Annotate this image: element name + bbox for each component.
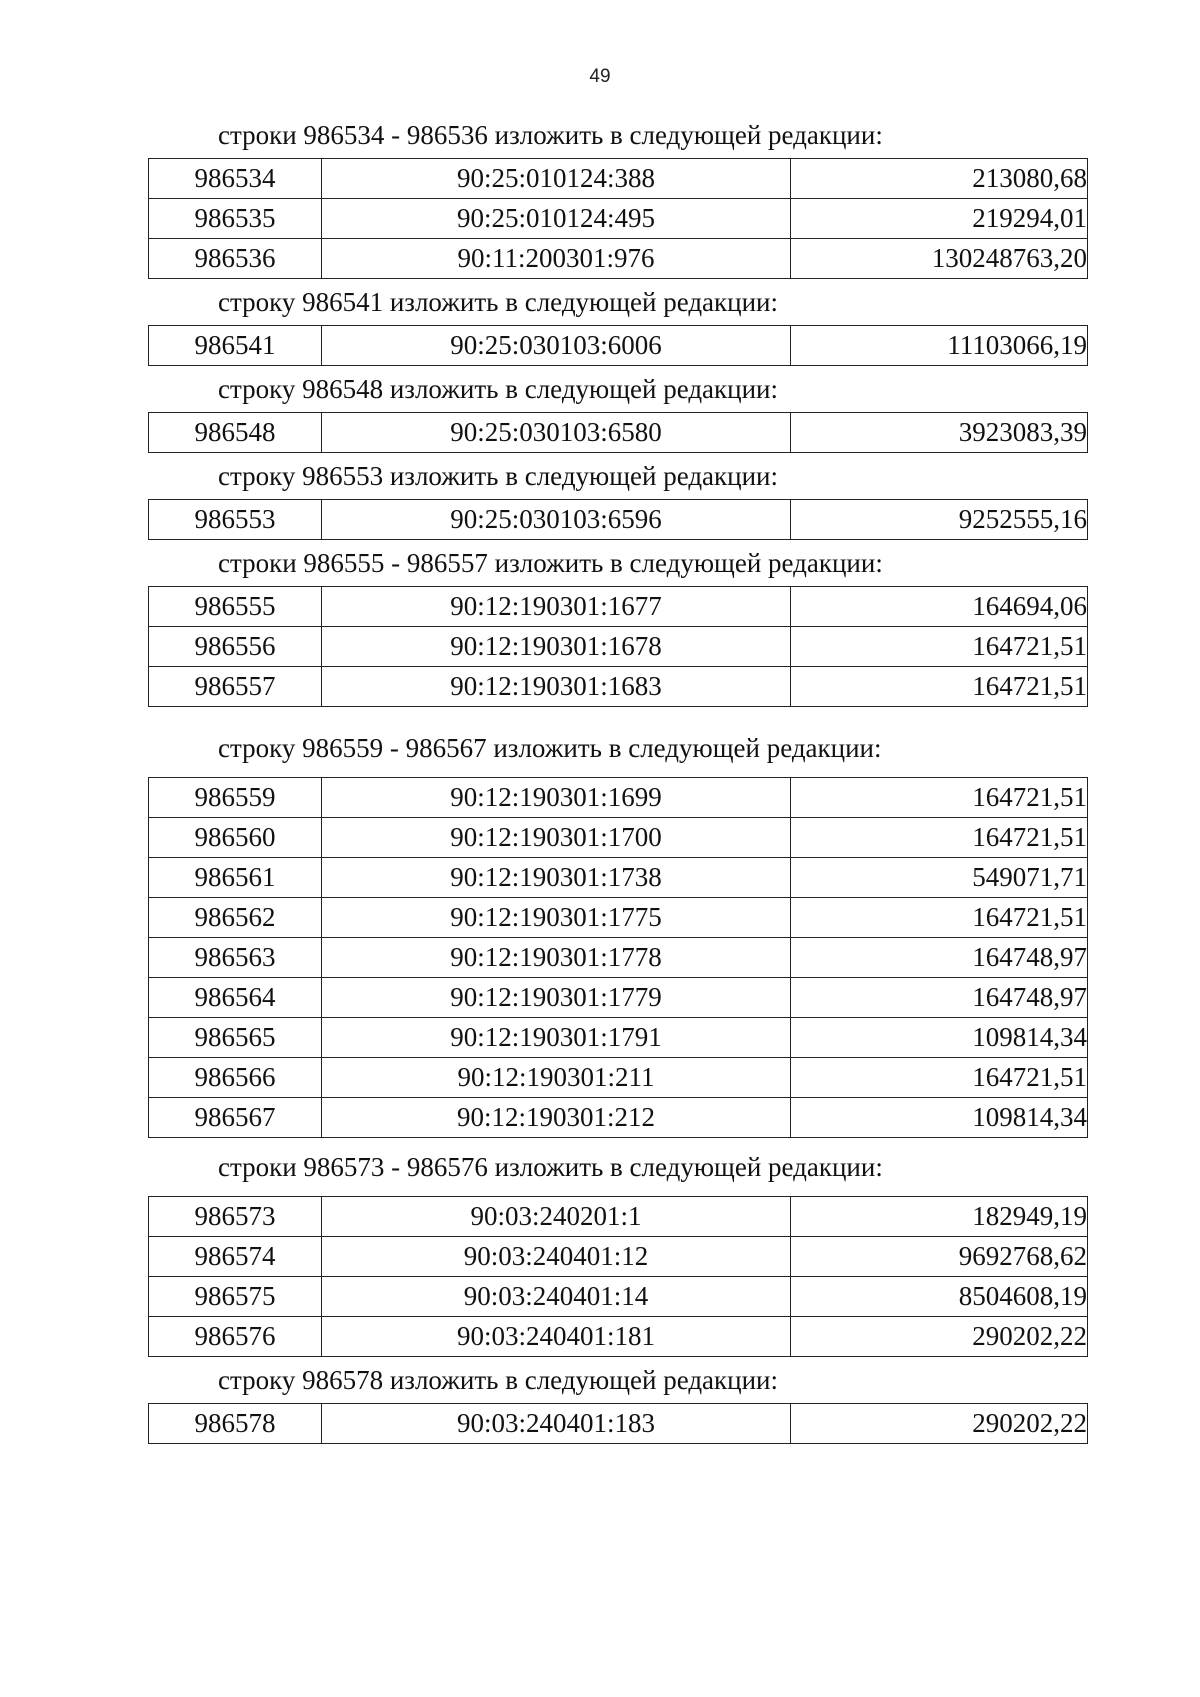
row-number-cell: 986560 xyxy=(149,818,322,858)
amendment-table xyxy=(148,1403,1088,1444)
table-row xyxy=(149,1098,1088,1138)
cadastral-value-cell: 9692768,62 xyxy=(791,1237,1088,1277)
row-number-cell: 986566 xyxy=(149,1058,322,1098)
cadastral-number-cell: 90:12:190301:211 xyxy=(322,1058,791,1098)
table-row xyxy=(149,627,1088,667)
amendment-table xyxy=(148,586,1088,707)
cadastral-value-cell: 164721,51 xyxy=(791,667,1088,707)
cadastral-number-cell: 90:12:190301:1683 xyxy=(322,667,791,707)
page-number: 49 xyxy=(589,66,611,87)
amendment-section xyxy=(148,1144,1088,1357)
table-row xyxy=(149,898,1088,938)
table-row xyxy=(149,1197,1088,1237)
cadastral-value-cell: 9252555,16 xyxy=(791,500,1088,540)
cadastral-number-cell: 90:12:190301:1779 xyxy=(322,978,791,1018)
cadastral-value-cell: 290202,22 xyxy=(791,1404,1088,1444)
row-number-cell: 986564 xyxy=(149,978,322,1018)
table-row xyxy=(149,587,1088,627)
table-row xyxy=(149,978,1088,1018)
cadastral-number-cell: 90:25:030103:6596 xyxy=(322,500,791,540)
amendment-instruction: строки 986555 - 986557 изложить в следующей редакции: xyxy=(218,548,883,578)
cadastral-number-cell: 90:11:200301:976 xyxy=(322,239,791,279)
amendment-instruction: строки 986534 - 986536 изложить в следующей редакции: xyxy=(218,120,883,150)
amendment-instruction: строку 986578 изложить в следующей редакции: xyxy=(218,1365,779,1395)
table-row xyxy=(149,1317,1088,1357)
row-number-cell: 986576 xyxy=(149,1317,322,1357)
cadastral-number-cell: 90:12:190301:1778 xyxy=(322,938,791,978)
row-number-cell: 986563 xyxy=(149,938,322,978)
row-number-cell: 986565 xyxy=(149,1018,322,1058)
row-number-cell: 986567 xyxy=(149,1098,322,1138)
cadastral-value-cell: 164721,51 xyxy=(791,778,1088,818)
row-number-cell: 986573 xyxy=(149,1197,322,1237)
cadastral-number-cell: 90:12:190301:1700 xyxy=(322,818,791,858)
table-row xyxy=(149,1237,1088,1277)
document-body xyxy=(148,112,1088,1444)
cadastral-number-cell: 90:12:190301:212 xyxy=(322,1098,791,1138)
row-number-cell: 986556 xyxy=(149,627,322,667)
cadastral-value-cell: 549071,71 xyxy=(791,858,1088,898)
row-number-cell: 986535 xyxy=(149,199,322,239)
row-number-cell: 986562 xyxy=(149,898,322,938)
table-row xyxy=(149,1277,1088,1317)
table-row xyxy=(149,938,1088,978)
cadastral-number-cell: 90:25:010124:495 xyxy=(322,199,791,239)
amendment-section xyxy=(148,366,1088,453)
cadastral-number-cell: 90:12:190301:1738 xyxy=(322,858,791,898)
amendment-table xyxy=(148,412,1088,453)
cadastral-number-cell: 90:03:240401:183 xyxy=(322,1404,791,1444)
table-row xyxy=(149,778,1088,818)
cadastral-value-cell: 8504608,19 xyxy=(791,1277,1088,1317)
table-row xyxy=(149,239,1088,279)
row-number-cell: 986541 xyxy=(149,326,322,366)
cadastral-number-cell: 90:25:030103:6006 xyxy=(322,326,791,366)
row-number-cell: 986575 xyxy=(149,1277,322,1317)
cadastral-number-cell: 90:03:240201:1 xyxy=(322,1197,791,1237)
cadastral-value-cell: 109814,34 xyxy=(791,1098,1088,1138)
table-row xyxy=(149,818,1088,858)
cadastral-number-cell: 90:25:030103:6580 xyxy=(322,413,791,453)
cadastral-value-cell: 164721,51 xyxy=(791,818,1088,858)
row-number-cell: 986548 xyxy=(149,413,322,453)
amendment-table xyxy=(148,325,1088,366)
amendment-instruction: строку 986553 изложить в следующей редакции: xyxy=(218,461,779,491)
cadastral-number-cell: 90:12:190301:1678 xyxy=(322,627,791,667)
row-number-cell: 986536 xyxy=(149,239,322,279)
cadastral-value-cell: 3923083,39 xyxy=(791,413,1088,453)
amendment-section xyxy=(148,112,1088,279)
cadastral-number-cell: 90:03:240401:14 xyxy=(322,1277,791,1317)
cadastral-number-cell: 90:25:010124:388 xyxy=(322,159,791,199)
amendment-section xyxy=(148,453,1088,540)
amendment-section xyxy=(148,279,1088,366)
cadastral-value-cell: 11103066,19 xyxy=(791,326,1088,366)
cadastral-value-cell: 164721,51 xyxy=(791,627,1088,667)
row-number-cell: 986555 xyxy=(149,587,322,627)
cadastral-value-cell: 164721,51 xyxy=(791,898,1088,938)
table-row xyxy=(149,1018,1088,1058)
table-row xyxy=(149,413,1088,453)
cadastral-number-cell: 90:03:240401:181 xyxy=(322,1317,791,1357)
amendment-instruction: строку 986559 - 986567 изложить в следующей редакции: xyxy=(218,733,882,763)
table-row xyxy=(149,667,1088,707)
cadastral-value-cell: 213080,68 xyxy=(791,159,1088,199)
row-number-cell: 986578 xyxy=(149,1404,322,1444)
cadastral-number-cell: 90:03:240401:12 xyxy=(322,1237,791,1277)
table-row xyxy=(149,1058,1088,1098)
row-number-cell: 986574 xyxy=(149,1237,322,1277)
amendment-section xyxy=(148,540,1088,707)
table-row xyxy=(149,159,1088,199)
cadastral-value-cell: 164721,51 xyxy=(791,1058,1088,1098)
row-number-cell: 986561 xyxy=(149,858,322,898)
spacer xyxy=(148,707,1088,725)
cadastral-number-cell: 90:12:190301:1791 xyxy=(322,1018,791,1058)
cadastral-value-cell: 164748,97 xyxy=(791,938,1088,978)
table-row xyxy=(149,500,1088,540)
amendment-table xyxy=(148,777,1088,1138)
amendment-section xyxy=(148,725,1088,1138)
row-number-cell: 986553 xyxy=(149,500,322,540)
amendment-instruction: строку 986541 изложить в следующей редакции: xyxy=(218,287,779,317)
amendment-section xyxy=(148,1357,1088,1444)
amendment-table xyxy=(148,499,1088,540)
cadastral-value-cell: 164694,06 xyxy=(791,587,1088,627)
cadastral-value-cell: 130248763,20 xyxy=(791,239,1088,279)
cadastral-number-cell: 90:12:190301:1699 xyxy=(322,778,791,818)
cadastral-number-cell: 90:12:190301:1677 xyxy=(322,587,791,627)
table-row xyxy=(149,1404,1088,1444)
row-number-cell: 986559 xyxy=(149,778,322,818)
amendment-table xyxy=(148,158,1088,279)
row-number-cell: 986557 xyxy=(149,667,322,707)
cadastral-number-cell: 90:12:190301:1775 xyxy=(322,898,791,938)
row-number-cell: 986534 xyxy=(149,159,322,199)
cadastral-value-cell: 219294,01 xyxy=(791,199,1088,239)
amendment-instruction: строки 986573 - 986576 изложить в следующей редакции: xyxy=(218,1152,883,1182)
cadastral-value-cell: 182949,19 xyxy=(791,1197,1088,1237)
table-row xyxy=(149,858,1088,898)
amendment-table xyxy=(148,1196,1088,1357)
table-row xyxy=(149,199,1088,239)
table-row xyxy=(149,326,1088,366)
cadastral-value-cell: 164748,97 xyxy=(791,978,1088,1018)
amendment-instruction: строку 986548 изложить в следующей редакции: xyxy=(218,374,779,404)
cadastral-value-cell: 290202,22 xyxy=(791,1317,1088,1357)
cadastral-value-cell: 109814,34 xyxy=(791,1018,1088,1058)
